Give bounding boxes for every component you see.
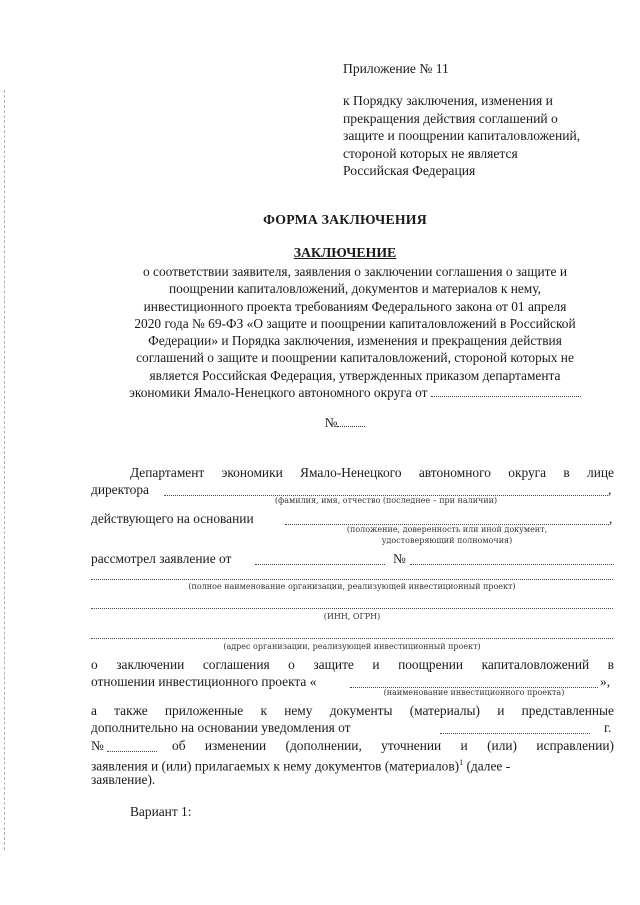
- subject-line: Федерации» и Порядка заключения, изменения и прекращения действия: [148, 333, 562, 349]
- notification-date-blank[interactable]: [440, 732, 590, 734]
- subject-line: 2020 года № 69-ФЗ «О защите и поощрении капиталовложений в Российской: [134, 315, 576, 331]
- subject-line: инвестиционного проекта требованиям Федерального закона от 01 апреля: [143, 298, 567, 314]
- project-hint: (наименование инвестиционного проекта): [383, 688, 565, 697]
- inn-ogrn-hint: (ИНН, ОГРН): [323, 612, 381, 621]
- docs-line-2-end: г.: [604, 720, 612, 735]
- inn-ogrn-blank[interactable]: [91, 607, 613, 609]
- appendix-desc-line: к Порядку заключения, изменения и: [343, 93, 553, 108]
- notification-number-blank[interactable]: [107, 750, 157, 752]
- acting-hint-2: удостоверяющий полномочия): [381, 536, 513, 545]
- appendix-desc-line: прекращения действия соглашений о: [343, 110, 558, 126]
- appendix-desc-line: Российская Федерация: [343, 163, 476, 178]
- intro-line: Департамент экономики Ямало-Ненецкого автономного округа в лице: [130, 465, 614, 480]
- form-title: ФОРМА ЗАКЛЮЧЕНИЯ: [263, 212, 427, 227]
- organization-address-blank[interactable]: [91, 637, 613, 639]
- docs-line-4-end: (далее -: [463, 758, 511, 774]
- organization-hint: (полное наименование организации, реализующей инвестиционный проект): [188, 582, 516, 591]
- acting-hint-1: (положение, доверенность или иной документ,: [346, 525, 548, 534]
- acting-label: действующего на основании: [91, 511, 254, 526]
- subject-line: поощрении капиталовложений, документов и материалов к нему,: [169, 281, 541, 297]
- subject-line-with-date: [88, 384, 622, 401]
- director-comma: ,: [608, 482, 612, 497]
- docs-line-3-rest: об изменении (дополнении, уточнении и (или) исправлении): [172, 738, 614, 753]
- order-number-blank[interactable]: [337, 414, 365, 427]
- reviewed-label: рассмотрел заявление от: [91, 551, 232, 566]
- docs-line-3-no: №: [91, 738, 104, 753]
- docs-line-4-text: заявления и (или) прилагаемых к нему документов (материалов): [91, 758, 460, 774]
- order-number-line: [80, 414, 610, 431]
- subject-line: о соответствии заявителя, заявления о заключении соглашения о защите и: [143, 264, 567, 279]
- docs-line-5: заявление).: [91, 772, 156, 787]
- variant-label: Вариант 1:: [130, 804, 192, 819]
- director-hint: (фамилия, имя, отчество (последнее – при наличии): [274, 496, 498, 505]
- order-date-blank[interactable]: [431, 384, 581, 397]
- docs-line-1: а также приложенные к нему документы (материалы) и представленные: [91, 703, 614, 718]
- subject-line: является Российская Федерация, утвержденных приказом департамента: [149, 367, 561, 383]
- application-date-blank[interactable]: [255, 563, 385, 565]
- conclusion-line-1: о заключении соглашения о защите и поощрении капиталовложений в: [91, 657, 614, 672]
- docs-line-2-text: дополнительно на основании уведомления от: [91, 720, 351, 735]
- acting-comma: ,: [609, 511, 613, 526]
- conclusion-line-2-start: отношении инвестиционного проекта «: [91, 674, 317, 689]
- appendix-desc-line: защите и поощрении капиталовложений,: [343, 128, 581, 143]
- order-number-label: №: [324, 415, 338, 430]
- subject-line: экономики Ямало-Ненецкого автономного округа от: [129, 385, 428, 401]
- footnote-marker: 1: [459, 758, 464, 767]
- appendix-desc-line: стороной которых не является: [343, 145, 518, 161]
- binding-margin-line: [4, 90, 6, 850]
- appendix-number: Приложение № 11: [343, 61, 449, 76]
- application-number-blank[interactable]: [410, 563, 614, 565]
- conclusion-subject: [88, 263, 622, 401]
- subject-line: соглашений о защите и поощрении капиталовложений, стороной которых не: [136, 350, 574, 366]
- conclusion-line-2-end: »,: [600, 674, 611, 689]
- director-label: директора: [91, 482, 149, 497]
- address-hint: (адрес организации, реализующей инвестиционный проект): [223, 642, 481, 651]
- organization-name-blank[interactable]: [91, 578, 613, 580]
- conclusion-title: ЗАКЛЮЧЕНИЕ: [293, 245, 397, 260]
- reviewed-number-label: №: [393, 551, 406, 566]
- appendix-description: [343, 92, 623, 180]
